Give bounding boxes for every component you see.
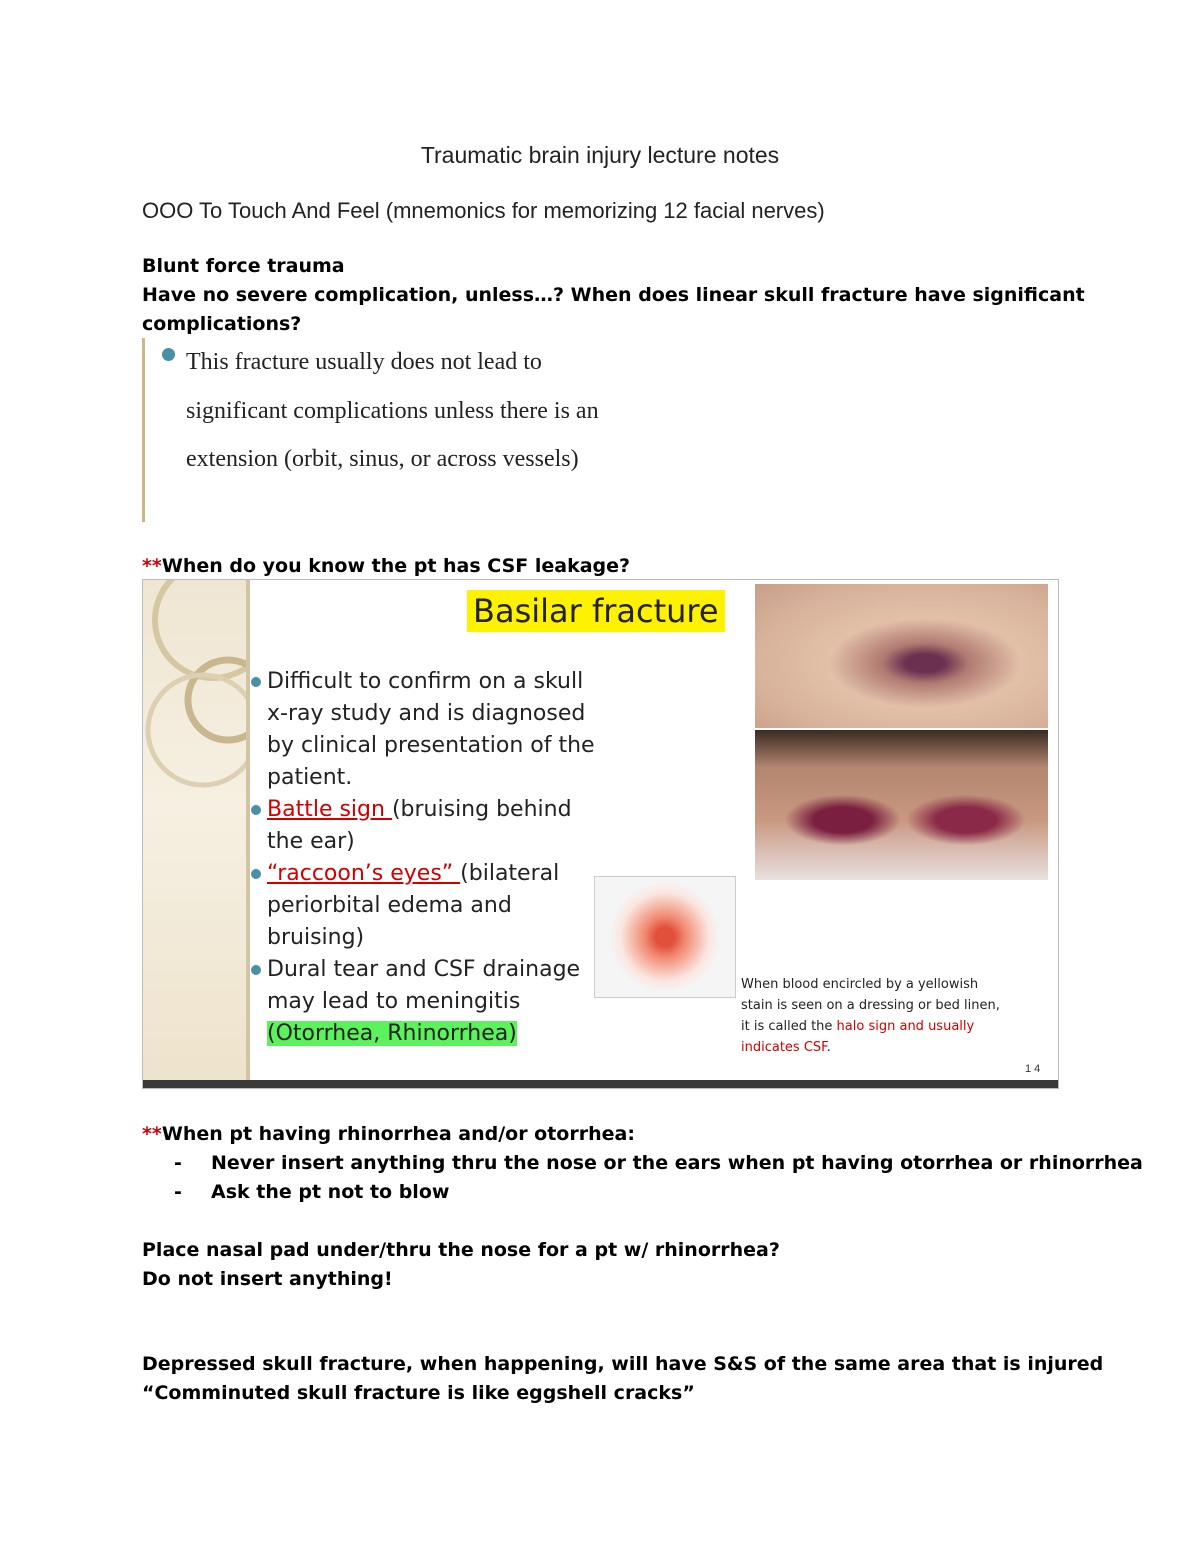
basilar-fracture-title: Basilar fracture [467,590,725,632]
bullet-dural-tear [251,954,611,1050]
raccoon-eyes-photo [755,730,1048,880]
bullet-dot-icon [162,348,175,361]
blunt-question-line2: complications? [142,313,302,335]
battle-sign-label: Battle sign [267,797,392,822]
csf-stars: ** [142,555,162,577]
nasal-pad-question: Place nasal pad under/thru the nose for a pt w/ rhinorrhea? [142,1239,780,1261]
rhinorrhea-heading [142,1120,635,1149]
slide-bottom-bar [143,1080,1058,1088]
bullet-dot-icon [251,805,261,815]
blunt-heading: Blunt force trauma [142,255,345,277]
comminuted-fracture-line: “Comminuted skull fracture is like eggshell cracks” [142,1382,695,1404]
caption-indicates-csf: sign and usually indicates CSF [741,1019,975,1055]
list-dash: - [174,1152,182,1174]
bullet-diagnosis [251,666,611,794]
linear-fracture-text: This fracture usually does not lead to significant complications unless there is an extension (orbit, sinus, or across vessels) [186,349,599,472]
csf-question [142,552,630,581]
raccoon-eyes-desc: (bilateral periorbital edema and bruising) [267,861,560,950]
rhinorrhea-item-2: Ask the pt not to blow [211,1181,450,1203]
slide-border [142,338,145,522]
raccoon-eyes-label: “raccoon’s eyes” [267,861,461,886]
decorative-rings-icon [143,580,250,840]
nasal-pad-answer: Do not insert anything! [142,1268,393,1290]
depressed-fracture-line: Depressed skull fracture, when happening, will have S&S of the same area that is injured [142,1353,1104,1375]
rhinorrhea-stars: ** [142,1123,162,1145]
decorative-rings-panel [143,580,250,1080]
halo-sign-caption [741,974,1011,1058]
basilar-fracture-slide [142,579,1059,1089]
linear-fracture-slide [142,338,602,524]
caption-text: When blood encircled by a yellowish stain is seen on a dressing or bed linen, it is called the [741,977,1000,1034]
otorrhea-rhinorrhea-highlight: (Otorrhea, Rhinorrhea) [267,1021,517,1046]
bullet-dot-icon [251,869,261,879]
dural-tear-text: Dural tear and CSF drainage may lead to meningitis [267,957,581,1014]
caption-period: . [826,1040,831,1055]
slide-page-number: 1 4 [1025,1063,1041,1075]
bullet-dot-icon [251,677,261,687]
csf-question-text: When do you know the pt has CSF leakage? [161,555,631,577]
basilar-bullet-list [251,666,611,1050]
bullet-raccoon-eyes [251,858,611,954]
page-title: Traumatic brain injury lecture notes [420,142,780,168]
list-dash: - [174,1181,182,1203]
mnemonic-line: OOO To Touch And Feel (mnemonics for memorizing 12 facial nerves) [142,198,825,223]
battle-sign-photo [755,584,1048,728]
decorative-stripe [246,580,250,1080]
bullet-dot-icon [251,965,261,975]
caption-halo: halo [836,1019,865,1034]
halo-sign-photo [594,876,736,998]
bullet-diagnosis-text: Difficult to confirm on a skull x-ray study and is diagnosed by clinical presentation of the patient. [267,669,595,790]
rhinorrhea-item-1: Never insert anything thru the nose or the ears when pt having otorrhea or rhinorrhea [211,1152,1143,1174]
blunt-question-line1: Have no severe complication, unless…? When does linear skull fracture have significant [142,284,1085,306]
battle-sign-desc: (bruising behind the ear) [267,797,572,854]
rhinorrhea-heading-text: When pt having rhinorrhea and/or otorrhea: [161,1123,635,1145]
bullet-battle-sign [251,794,611,858]
